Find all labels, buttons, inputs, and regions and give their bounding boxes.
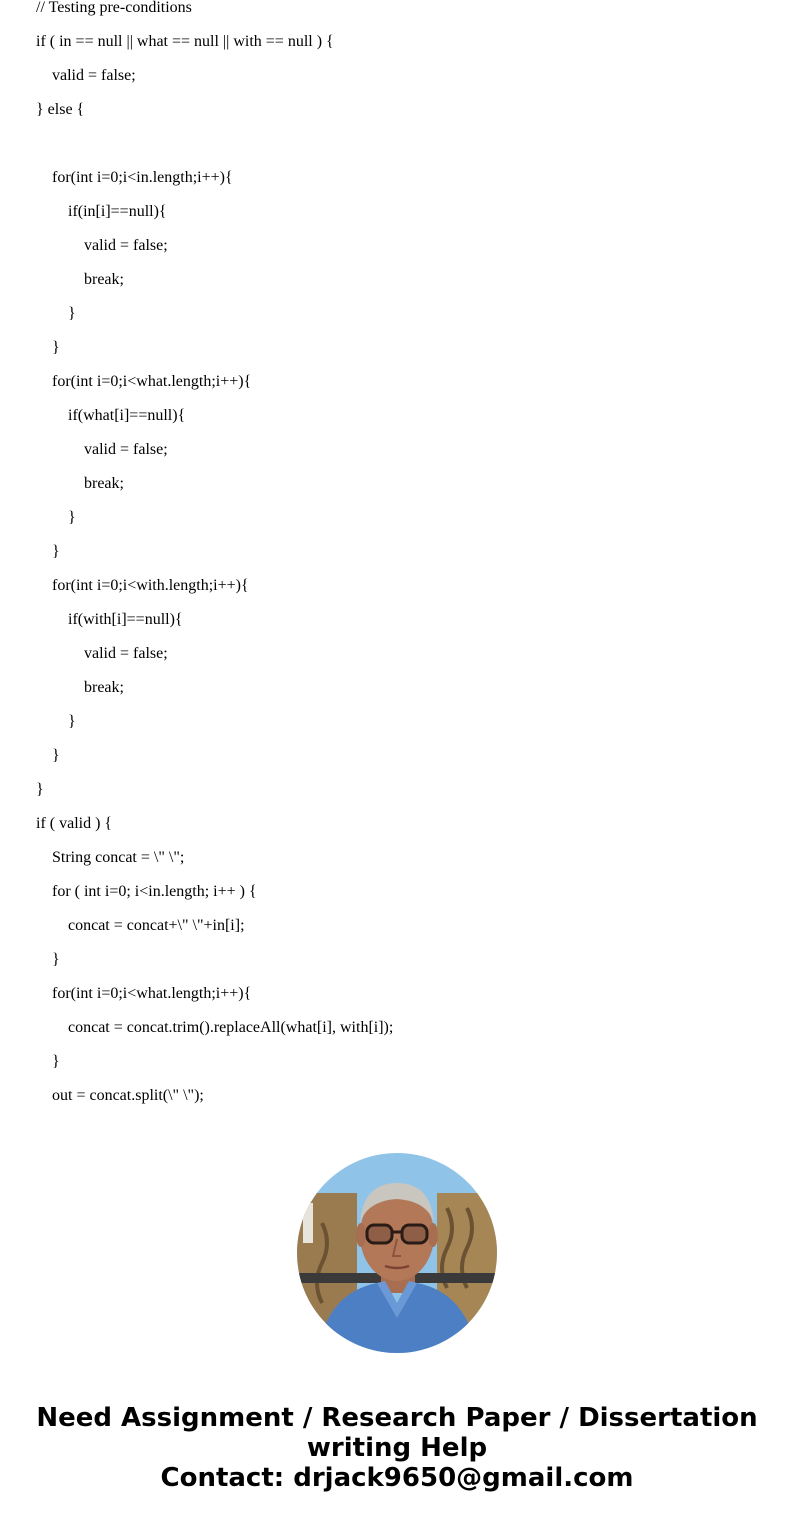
code-line: } — [68, 509, 76, 526]
code-line: } — [68, 305, 76, 322]
code-line-blank — [36, 127, 776, 161]
code-line: } — [52, 339, 60, 356]
code-line: // Testing pre-conditions — [36, 0, 192, 16]
code-line: } — [52, 747, 60, 764]
code-line: break; — [84, 475, 124, 492]
code-line: } — [52, 543, 60, 560]
code-line: valid = false; — [52, 67, 136, 84]
code-line: valid = false; — [84, 645, 168, 662]
code-line: for(int i=0;i<what.length;i++){ — [52, 985, 252, 1002]
code-line: if ( valid ) { — [36, 815, 113, 832]
code-line: } else { — [36, 101, 85, 118]
code-line: for ( int i=0; i<in.length; i++ ) { — [52, 883, 257, 900]
code-line: } — [36, 781, 44, 798]
author-avatar — [297, 1153, 497, 1353]
code-line: for(int i=0;i<what.length;i++){ — [52, 373, 252, 390]
code-line: valid = false; — [84, 237, 168, 254]
contact-email: Contact: drjack9650@gmail.com — [160, 1463, 634, 1493]
cta-line-2: writing Help — [306, 1433, 488, 1463]
code-listing — [36, 0, 776, 1113]
cta-line-1: Need Assignment / Research Paper / Dissertation — [36, 1403, 758, 1433]
code-line: out = concat.split(\" \"); — [52, 1087, 204, 1104]
code-line: } — [52, 951, 60, 968]
code-line: if(in[i]==null){ — [68, 203, 167, 220]
code-line: break; — [84, 271, 124, 288]
contact-banner — [0, 1403, 794, 1493]
code-line: for(int i=0;i<in.length;i++){ — [52, 169, 233, 186]
code-line: if(with[i]==null){ — [68, 611, 183, 628]
code-line: concat = concat.trim().replaceAll(what[i], with[i]); — [68, 1019, 394, 1036]
code-line: if(what[i]==null){ — [68, 407, 186, 424]
code-line: } — [68, 713, 76, 730]
code-line: } — [52, 1053, 60, 1070]
code-line: for(int i=0;i<with.length;i++){ — [52, 577, 249, 594]
code-line: if ( in == null || what == null || with == null ) { — [36, 33, 334, 50]
code-line: String concat = \" \"; — [52, 849, 185, 866]
code-line: break; — [84, 679, 124, 696]
code-line: concat = concat+\" \"+in[i]; — [68, 917, 245, 934]
code-line: valid = false; — [84, 441, 168, 458]
